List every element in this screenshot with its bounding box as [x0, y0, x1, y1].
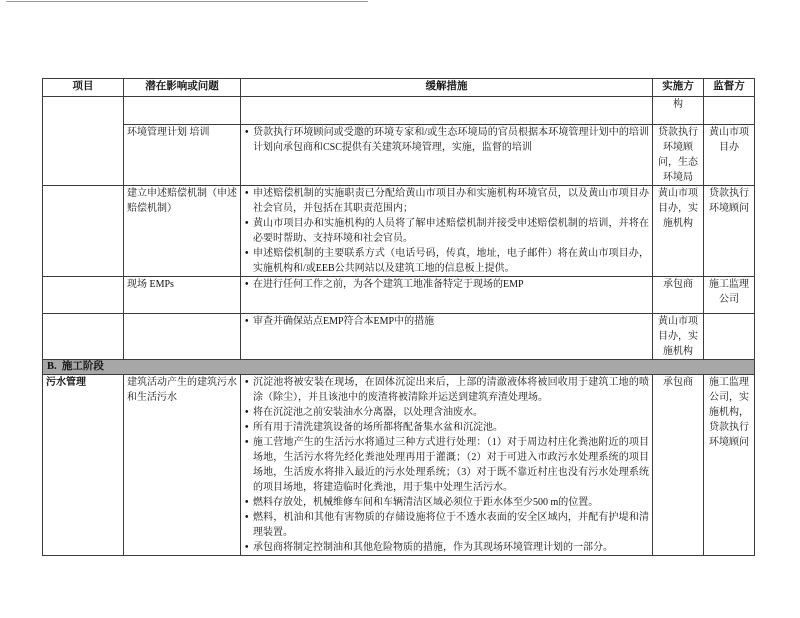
col-header-mitigation: 缓解措施 [241, 79, 653, 97]
cell-implementer: 贷款执行环境顾问，生态环境局 [653, 125, 704, 186]
measure-item: • 在进行任何工作之前，为各个建筑工地准备特定于现场的EMP [244, 277, 649, 292]
cell-measures [241, 97, 653, 125]
table-row-wastewater [43, 375, 755, 556]
header-row [43, 79, 755, 97]
cell-impact [124, 97, 241, 125]
section-b-label: B. 施工阶段 [43, 360, 755, 375]
measure-item: • 黄山市项目办和实施机构的人员将了解申述赔偿机制并接受申述赔偿机制的培训，并将在必要时帮助、支持环境和社会官员。 [244, 216, 649, 246]
measure-item: • 贷款执行环境顾问或受邀的环境专家和/或生态环境局的官员根据本环境管理计划中的培训计划向承包商和CSC提供有关建筑环境管理，实施，监督的培训 [244, 125, 649, 155]
cell-measures [241, 186, 653, 277]
cell-project [43, 277, 124, 314]
cell-measures [241, 277, 653, 314]
cell-supervisor: 施工监理公司 [704, 277, 755, 314]
section-header-row [43, 360, 755, 375]
cell-measures [241, 375, 653, 556]
scan-artifact-line [6, 1, 368, 2]
cell-impact: 建筑活动产生的建筑污水和生活污水 [124, 375, 241, 556]
cell-project [43, 314, 124, 360]
cell-impact: 建立申述赔偿机制（申述赔偿机制） [124, 186, 241, 277]
measure-item: • 将在沉淀池之前安装油水分离器，以处理含油废水。 [244, 405, 649, 420]
cell-project [43, 97, 124, 186]
col-header-implementer: 实施方 [653, 79, 704, 97]
emp-table-container [42, 78, 755, 556]
cell-implementer: 承包商 [653, 277, 704, 314]
cell-measures [241, 314, 653, 360]
cell-supervisor [704, 97, 755, 125]
cell-impact [124, 314, 241, 360]
cell-supervisor [704, 314, 755, 360]
col-header-project: 项目 [43, 79, 124, 97]
cell-project: 污水管理 [43, 375, 124, 556]
measure-item: • 沉淀池将被安装在现场，在固体沉淀出来后，上部的清澈液体将被回收用于建筑工地的喷涂（除尘），并且该池中的废渣将被清除并运送到建筑弃渣处理场。 [244, 375, 649, 405]
measure-item: • 承包商将制定控制油和其他危险物质的措施，作为其现场环境管理计划的一部分。 [244, 540, 649, 555]
cell-implementer: 构 [653, 97, 704, 125]
measure-item: • 所有用于清洗建筑设备的场所都将配备集水盆和沉淀池。 [244, 420, 649, 435]
cell-supervisor: 贷款执行环境顾问 [704, 186, 755, 277]
measure-item: • 申述赔偿机制的实施职责已分配给黄山市项目办和实施机构环境官员，以及黄山市项目办社会官员，并包括在其职责范围内； [244, 186, 649, 216]
col-header-impact: 潜在影响或问题 [124, 79, 241, 97]
cell-impact: 现场 EMPs [124, 277, 241, 314]
cell-impact: 环境管理计划 培训 [124, 125, 241, 186]
cell-implementer: 承包商 [653, 375, 704, 556]
cell-supervisor: 施工监理公司，实施机构，贷款执行环境顾问 [704, 375, 755, 556]
table-row-site-emps [43, 277, 755, 314]
measure-item: • 审查并确保站点EMP符合本EMP中的措施 [244, 314, 649, 329]
col-header-supervisor: 监督方 [704, 79, 755, 97]
cell-implementer: 黄山市项目办，实施机构 [653, 314, 704, 360]
measure-item: • 燃料，机油和其他有害物质的存储设施将位于不透水表面的安全区域内，并配有护堤和清理装置。 [244, 510, 649, 540]
table-row-carryover [43, 97, 755, 125]
measure-item: • 申述赔偿机制的主要联系方式（电话号码，传真，地址，电子邮件）将在黄山市项目办，实施机构和/或EEB公共网站以及建筑工地的信息板上提供。 [244, 246, 649, 276]
cell-implementer: 黄山市项目办，实施机构 [653, 186, 704, 277]
cell-measures [241, 125, 653, 186]
measure-item: • 施工营地产生的生活污水将通过三种方式进行处理：（1）对于周边村庄化粪池附近的项目场地，生活污水将先经化粪池处理再用于灌溉；（2）对于可进入市政污水处理系统的项目场地，生活废水将排入最近的污水处理系统；（3）对于既不靠近村庄也没有污水处理系统的项目场地，将建造临时化粪池，用于集中处理生活污水。 [244, 435, 649, 495]
measure-item: • 燃料存放处，机械维修车间和车辆清洁区域必须位于距水体至少500 m的位置。 [244, 495, 649, 510]
cell-project [43, 186, 124, 277]
table-row-grm [43, 186, 755, 277]
emp-table [42, 78, 755, 556]
table-row-emp-review [43, 314, 755, 360]
table-row-training [43, 125, 755, 186]
cell-supervisor: 黄山市项目办 [704, 125, 755, 186]
